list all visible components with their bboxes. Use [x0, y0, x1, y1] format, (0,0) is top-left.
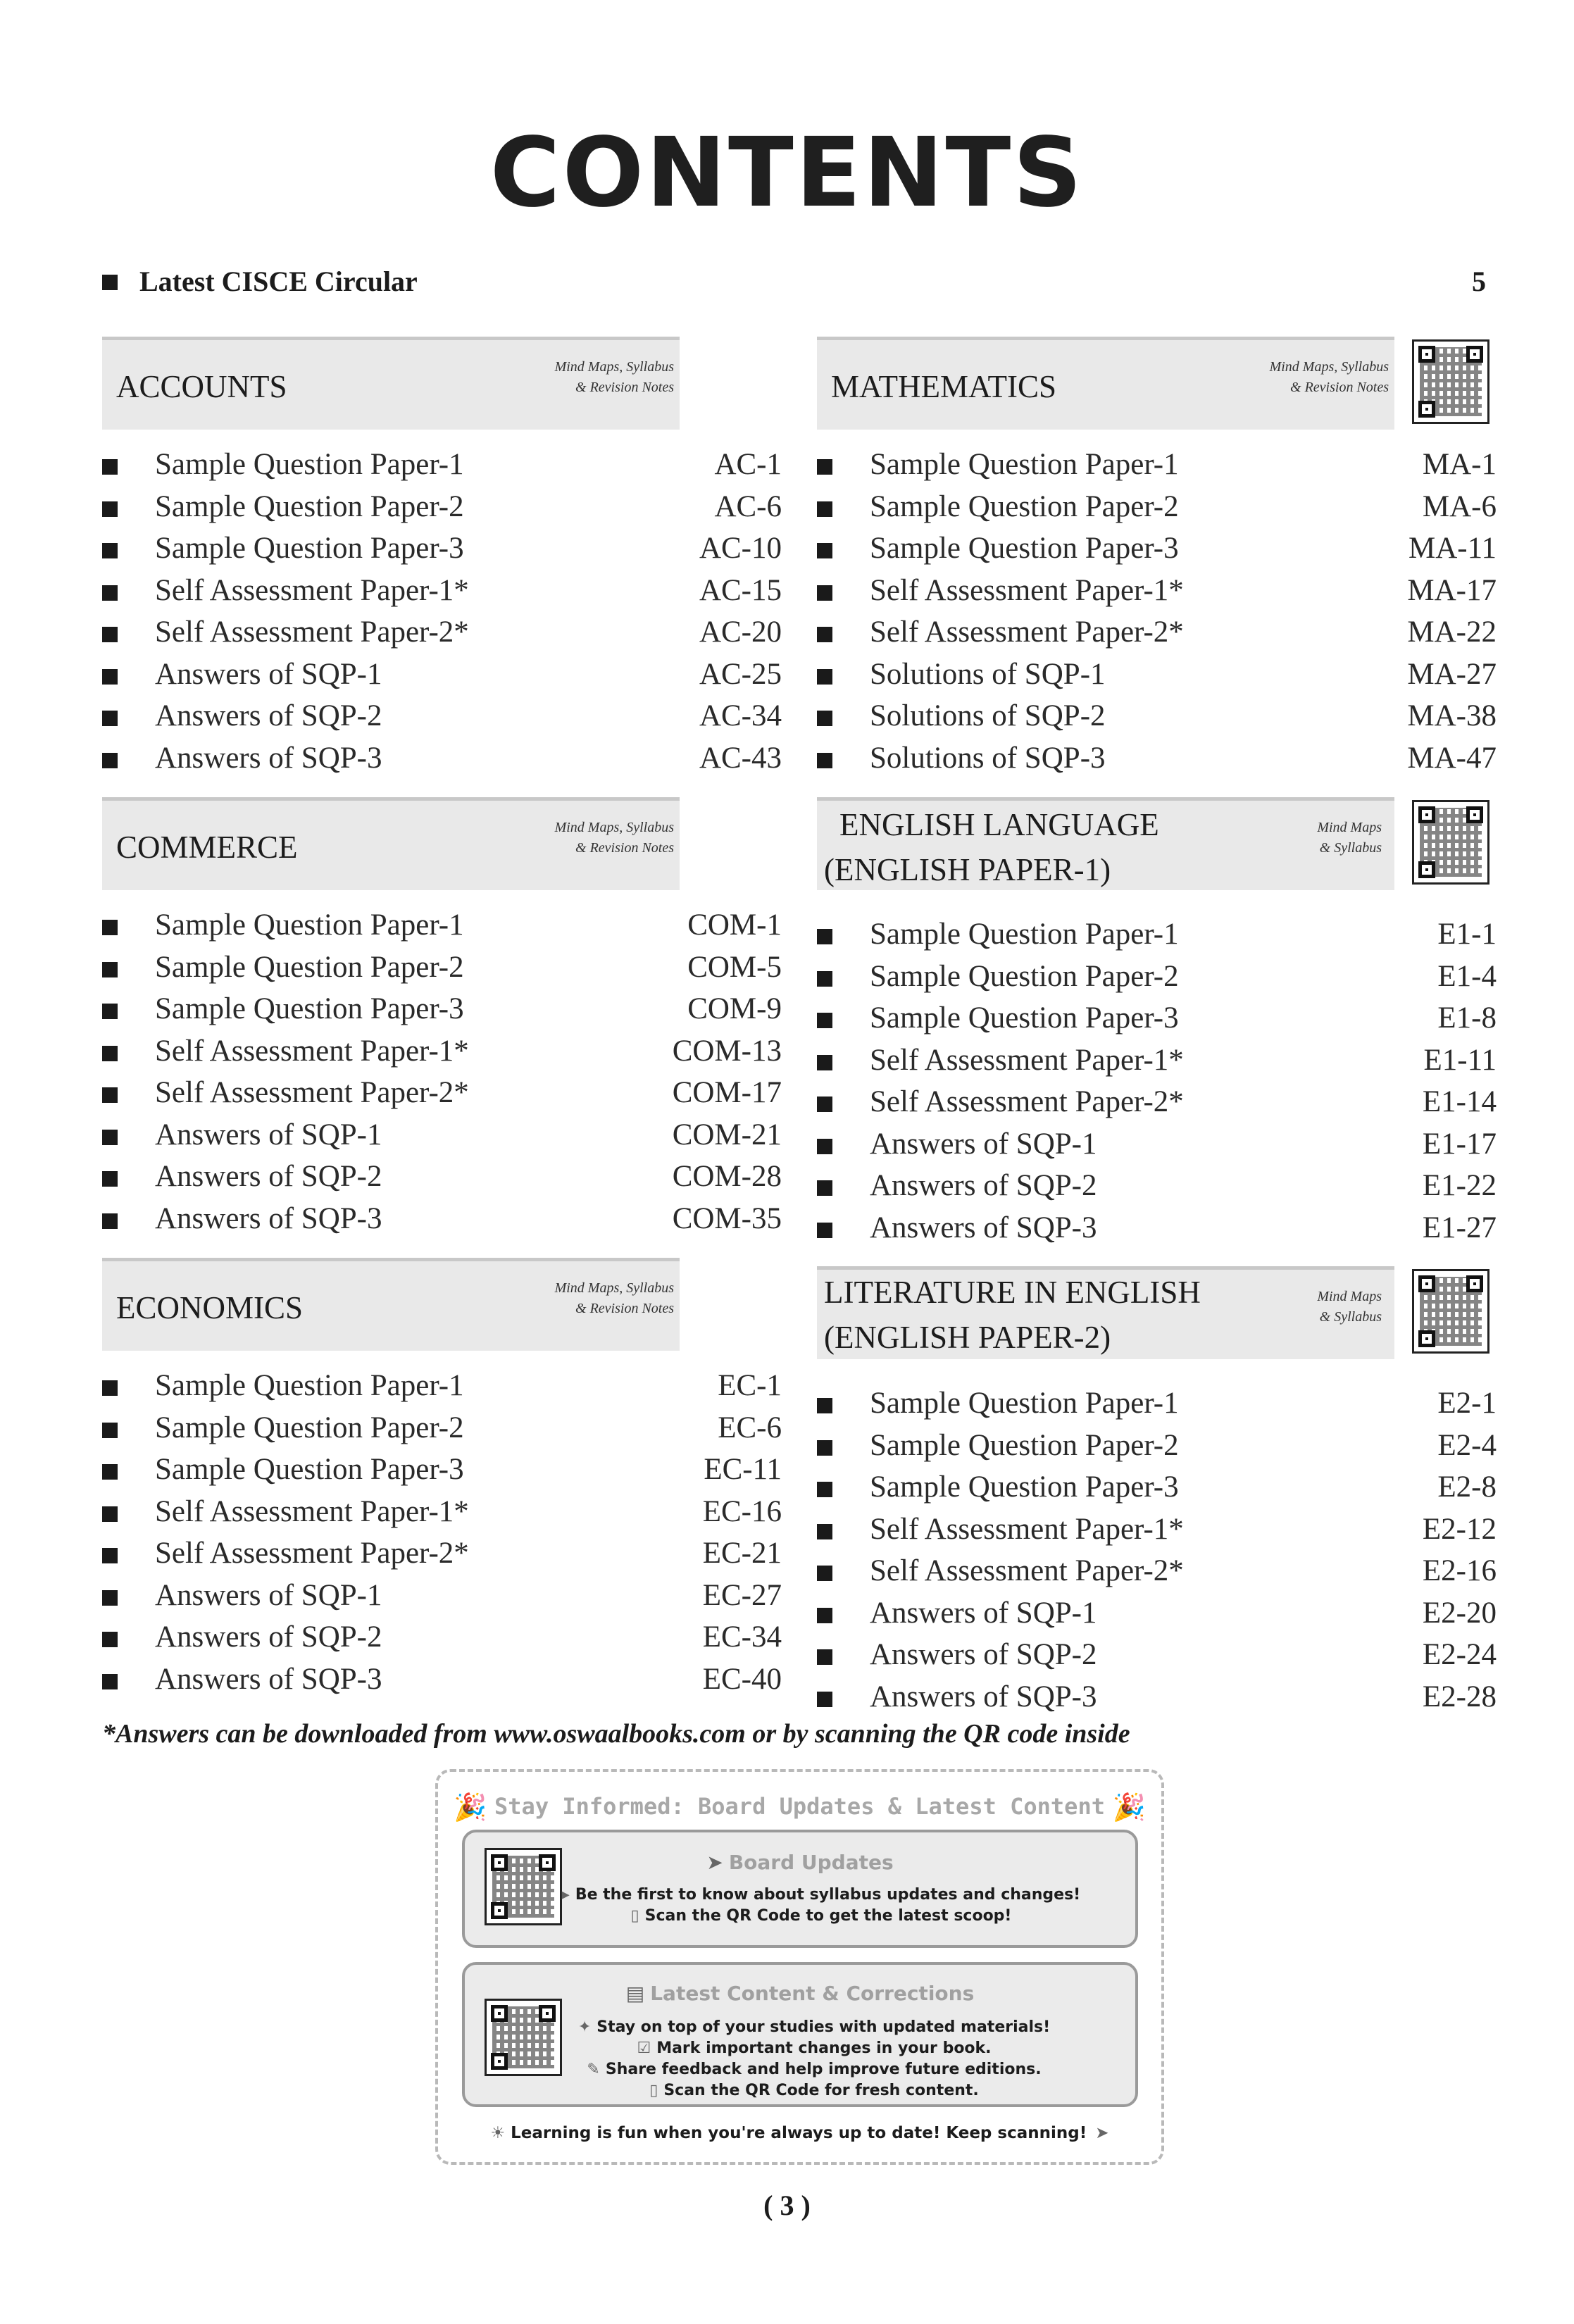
square-bullet-icon [817, 753, 832, 768]
toc-entry[interactable] [817, 1508, 1497, 1551]
toc-entry-label: Answers of SQP-3 [155, 741, 382, 775]
page-title: CONTENTS [489, 118, 1085, 229]
toc-entry-page: COM-9 [687, 992, 782, 1025]
info-box-footer: ☀ Learning is fun when you're always up to date! Keep scanning! ➤ [490, 2124, 1109, 2142]
toc-entry-page: COM-5 [687, 950, 782, 984]
toc-entry-page: AC-43 [699, 741, 782, 775]
pencil-icon: ✎ [587, 2061, 600, 2078]
square-bullet-icon [102, 1046, 118, 1061]
square-bullet-icon [817, 711, 832, 726]
toc-entry-label: Answers of SQP-1 [870, 1127, 1097, 1161]
toc-entry-page: EC-34 [702, 1620, 782, 1654]
square-bullet-icon [817, 1649, 832, 1665]
square-bullet-icon [817, 543, 832, 558]
toc-entry-label: Answers of SQP-1 [155, 1118, 382, 1151]
toc-entry-label: Sample Question Paper-2 [870, 959, 1179, 993]
toc-entry-label: Answers of SQP-3 [870, 1211, 1097, 1244]
toc-entry-label: Sample Question Paper-2 [155, 950, 464, 984]
toc-entry-label: Sample Question Paper-1 [870, 1387, 1179, 1420]
toc-entry-page: MA-17 [1407, 573, 1497, 607]
toc-list [817, 913, 1497, 1249]
toc-entry[interactable] [102, 1156, 782, 1198]
square-bullet-icon [102, 275, 118, 290]
toc-entry[interactable] [817, 570, 1497, 612]
square-bullet-icon [102, 1632, 118, 1647]
toc-entry-page: EC-11 [704, 1453, 782, 1486]
toc-entry-label: Answers of SQP-1 [870, 1596, 1097, 1630]
checkbox-icon: ☑ [637, 2039, 651, 2057]
toc-entry-label: Answers of SQP-2 [870, 1169, 1097, 1202]
toc-list [102, 904, 782, 1239]
toc-entry[interactable] [102, 1575, 782, 1617]
toc-list [817, 1382, 1497, 1718]
square-bullet-icon [102, 711, 118, 726]
square-bullet-icon [102, 627, 118, 642]
toc-entry-page: AC-25 [699, 657, 782, 691]
toc-entry-page: EC-40 [702, 1662, 782, 1696]
toc-entry-page: COM-13 [672, 1034, 782, 1068]
square-bullet-icon [817, 669, 832, 685]
toc-entry[interactable] [817, 1081, 1497, 1123]
panel-line: ☑ Mark important changes in your book. [637, 2039, 992, 2057]
toc-entry[interactable] [102, 486, 782, 528]
square-bullet-icon [817, 1608, 832, 1623]
toc-entry[interactable] [102, 988, 782, 1030]
toc-entry-label: Answers of SQP-3 [155, 1662, 382, 1696]
toc-entry[interactable] [817, 1425, 1497, 1467]
square-bullet-icon [102, 1213, 118, 1229]
toc-entry-label: Sample Question Paper-1 [870, 448, 1179, 481]
square-bullet-icon [817, 1139, 832, 1154]
toc-entry[interactable] [102, 904, 782, 947]
toc-entry-label: Sample Question Paper-1 [155, 1369, 464, 1402]
square-bullet-icon [102, 585, 118, 601]
toc-entry-label: Self Assessment Paper-2* [155, 616, 469, 649]
square-bullet-icon [817, 1055, 832, 1070]
toc-entry-page: COM-1 [687, 908, 782, 942]
section-header [817, 1266, 1394, 1359]
toc-entry[interactable] [817, 695, 1497, 737]
toc-entry-page: AC-15 [699, 573, 782, 607]
section-header [817, 337, 1394, 430]
square-bullet-icon [817, 1097, 832, 1112]
toc-entry-label: Sample Question Paper-2 [870, 489, 1179, 523]
toc-entry-page: COM-21 [672, 1118, 782, 1151]
toc-list [102, 444, 782, 779]
toc-entry[interactable] [817, 1123, 1497, 1166]
toc-entry[interactable] [817, 956, 1497, 998]
square-bullet-icon [102, 1087, 118, 1103]
toc-entry-label: Sample Question Paper-1 [155, 908, 464, 942]
toc-entry-page: E1-17 [1422, 1127, 1497, 1161]
toc-entry-label: Answers of SQP-2 [870, 1638, 1097, 1671]
square-bullet-icon [102, 1590, 118, 1606]
toc-entry-label: Sample Question Paper-3 [870, 1001, 1179, 1035]
toc-list [102, 1365, 782, 1700]
page-number: ( 3 ) [763, 2189, 811, 2221]
square-bullet-icon [102, 1464, 118, 1480]
toc-entry-page: 5 [1472, 265, 1486, 297]
toc-entry[interactable] [102, 1030, 782, 1073]
toc-list [817, 444, 1497, 779]
square-bullet-icon [817, 1440, 832, 1456]
toc-entry-page: E1-1 [1437, 918, 1497, 951]
square-bullet-icon [102, 1004, 118, 1019]
square-bullet-icon [102, 1423, 118, 1438]
toc-entry-page: AC-6 [714, 489, 782, 523]
lightbulb-icon: ☀ [490, 2124, 506, 2142]
toc-entry-label: Sample Question Paper-1 [155, 448, 464, 481]
toc-entry-page: COM-28 [672, 1160, 782, 1193]
toc-entry-page: E1-22 [1422, 1169, 1497, 1202]
toc-entry-page: E2-8 [1437, 1470, 1497, 1504]
section-note: Mind Maps, Syllabus & Revision Notes [554, 1280, 674, 1316]
toc-entry-page: MA-22 [1407, 616, 1497, 649]
toc-entry-page: E2-1 [1437, 1387, 1497, 1420]
toc-entry-label: Self Assessment Paper-2* [155, 1076, 469, 1109]
books-icon: ▤ [625, 1982, 645, 2005]
toc-entry[interactable] [817, 1165, 1497, 1207]
toc-entry-label: Self Assessment Paper-1* [155, 1034, 469, 1068]
toc-entry[interactable] [102, 654, 782, 696]
section-header [102, 797, 680, 890]
toc-entry-page: COM-35 [672, 1201, 782, 1235]
section-note: Mind Maps, Syllabus & Revision Notes [554, 820, 674, 856]
toc-entry[interactable] [102, 737, 782, 780]
toc-entry-label: Sample Question Paper-2 [155, 1411, 464, 1444]
toc-entry[interactable] [817, 1039, 1497, 1082]
toc-entry[interactable] [102, 695, 782, 737]
toc-entry-page: AC-10 [699, 532, 782, 565]
toc-entry-page: E2-24 [1422, 1638, 1497, 1671]
square-bullet-icon [817, 1180, 832, 1196]
phone-icon: ▯ [649, 2082, 658, 2099]
toc-entry-label: Sample Question Paper-3 [155, 532, 464, 565]
toc-entry[interactable] [817, 486, 1497, 528]
toc-entry-label: Sample Question Paper-2 [155, 489, 464, 523]
toc-entry-label: Self Assessment Paper-2* [870, 616, 1184, 649]
party-popper-icon: 🎉 [1112, 1792, 1146, 1823]
toc-entry[interactable] [817, 611, 1497, 654]
square-bullet-icon [817, 1013, 832, 1028]
toc-entry-page: E2-12 [1422, 1512, 1497, 1546]
toc-entry[interactable] [817, 737, 1497, 780]
toc-entry-page: AC-1 [714, 448, 782, 481]
toc-entry[interactable] [102, 1198, 782, 1240]
section-note: Mind Maps, Syllabus & Revision Notes [1269, 359, 1389, 395]
toc-entry[interactable] [102, 1072, 782, 1114]
square-bullet-icon [817, 459, 832, 475]
toc-entry-label: Sample Question Paper-1 [870, 918, 1179, 951]
toc-entry-label: Self Assessment Paper-1* [155, 1494, 469, 1528]
toc-entry-label: Answers of SQP-3 [870, 1680, 1097, 1713]
qr-code-icon[interactable] [1412, 1269, 1489, 1354]
section-title: ACCOUNTS [116, 369, 287, 404]
panel-line: ▸ Be the first to know about syllabus updates and changes! [561, 1886, 1081, 1904]
square-bullet-icon [817, 1566, 832, 1581]
toc-entry-page: E1-8 [1437, 1001, 1497, 1035]
panel-heading: ➤ Board Updates [706, 1851, 894, 1874]
toc-entry-label: Answers of SQP-1 [155, 657, 382, 691]
toc-entry[interactable] [102, 1491, 782, 1533]
toc-entry-page: EC-6 [718, 1411, 782, 1444]
panel-heading: ▤ Latest Content & Corrections [625, 1982, 975, 2005]
footnote: *Answers can be downloaded from www.oswaalbooks.com or by scanning the QR code inside [102, 1719, 1130, 1749]
toc-entry[interactable] [817, 1550, 1497, 1592]
toc-entry-page: EC-16 [702, 1494, 782, 1528]
latest-content-panel [462, 1962, 1138, 2107]
toc-entry[interactable] [102, 444, 782, 486]
rocket-icon: ➤ [1095, 2124, 1109, 2142]
toc-entry-label: Self Assessment Paper-1* [155, 573, 469, 607]
toc-entry-circular[interactable] [102, 262, 1486, 304]
toc-entry-label: Sample Question Paper-2 [870, 1428, 1179, 1462]
info-box-title: Stay Informed: Board Updates & Latest Content [494, 1793, 1105, 1820]
section-note: Mind Maps & Syllabus [1317, 820, 1382, 856]
toc-entry[interactable] [817, 1466, 1497, 1508]
toc-entry[interactable] [102, 1532, 782, 1575]
rocket-icon: ➤ [706, 1851, 723, 1874]
toc-entry-label: Self Assessment Paper-1* [870, 573, 1184, 607]
qr-code-icon[interactable] [1412, 339, 1489, 424]
toc-entry-page: AC-20 [699, 616, 782, 649]
toc-entry-label: Answers of SQP-2 [155, 699, 382, 732]
toc-entry-page: E1-4 [1437, 959, 1497, 993]
board-updates-panel [462, 1830, 1138, 1948]
square-bullet-icon [102, 1548, 118, 1563]
square-bullet-icon [817, 501, 832, 517]
qr-code-icon[interactable] [1412, 800, 1489, 885]
toc-entry[interactable] [102, 1658, 782, 1701]
square-bullet-icon [817, 1482, 832, 1497]
toc-entry-label: Self Assessment Paper-1* [870, 1512, 1184, 1546]
toc-entry-page: E2-4 [1437, 1428, 1497, 1462]
section-title: MATHEMATICS [831, 369, 1057, 404]
square-bullet-icon [817, 627, 832, 642]
panel-line: ✎ Share feedback and help improve future editions. [587, 2061, 1042, 2078]
toc-entry-page: MA-47 [1407, 741, 1497, 775]
toc-entry-page: MA-1 [1422, 448, 1497, 481]
toc-entry[interactable] [817, 1382, 1497, 1425]
toc-entry[interactable] [102, 570, 782, 612]
toc-entry-label: Self Assessment Paper-2* [870, 1554, 1184, 1587]
section-header [817, 797, 1394, 890]
square-bullet-icon [817, 971, 832, 987]
toc-entry-page: EC-21 [702, 1537, 782, 1570]
phone-icon: ▯ [630, 1907, 639, 1925]
toc-entry[interactable] [817, 913, 1497, 956]
party-popper-icon: 🎉 [454, 1792, 487, 1823]
toc-entry[interactable] [102, 1616, 782, 1658]
square-bullet-icon [102, 1130, 118, 1145]
toc-entry[interactable] [817, 997, 1497, 1039]
toc-entry[interactable] [102, 527, 782, 570]
toc-entry[interactable] [817, 444, 1497, 486]
toc-entry-label: Self Assessment Paper-2* [155, 1537, 469, 1570]
square-bullet-icon [102, 1674, 118, 1689]
toc-entry-page: MA-27 [1407, 657, 1497, 691]
square-bullet-icon [817, 1524, 832, 1539]
square-bullet-icon [817, 1223, 832, 1238]
toc-entry[interactable] [817, 527, 1497, 570]
toc-entry-page: MA-6 [1422, 489, 1497, 523]
square-bullet-icon [102, 543, 118, 558]
toc-entry-label: Answers of SQP-2 [155, 1620, 382, 1654]
section-note: Mind Maps, Syllabus & Revision Notes [554, 359, 674, 395]
section-title: ENGLISH LANGUAGE (ENGLISH PAPER-1) [824, 807, 1159, 887]
toc-entry-page: MA-38 [1407, 699, 1497, 732]
toc-entry-page: E2-20 [1422, 1596, 1497, 1630]
toc-entry-label: Solutions of SQP-3 [870, 741, 1106, 775]
toc-entry-page: COM-17 [672, 1076, 782, 1109]
toc-entry[interactable] [102, 611, 782, 654]
section-title: LITERATURE IN ENGLISH (ENGLISH PAPER-2) [824, 1275, 1201, 1355]
square-bullet-icon [817, 585, 832, 601]
panel-line: ✦ Stay on top of your studies with updated materials! [577, 2018, 1051, 2036]
toc-entry-label: Sample Question Paper-3 [870, 1470, 1179, 1504]
toc-entry-label: Answers of SQP-2 [155, 1160, 382, 1193]
toc-entry[interactable] [817, 1676, 1497, 1718]
toc-entry-page: E2-28 [1422, 1680, 1497, 1713]
toc-entry[interactable] [817, 1592, 1497, 1635]
toc-entry-label: Sample Question Paper-3 [155, 1453, 464, 1486]
square-bullet-icon [102, 501, 118, 517]
square-bullet-icon [102, 962, 118, 977]
square-bullet-icon [817, 1398, 832, 1413]
toc-entry-page: E1-14 [1422, 1085, 1497, 1118]
toc-entry[interactable] [102, 1449, 782, 1491]
toc-entry-label: Sample Question Paper-3 [155, 992, 464, 1025]
toc-entry-page: AC-34 [699, 699, 782, 732]
toc-entry-page: MA-11 [1408, 532, 1497, 565]
sparkle-icon: ✦ [577, 2018, 592, 2036]
info-box [435, 1769, 1164, 2165]
square-bullet-icon [817, 1692, 832, 1707]
section-title: COMMERCE [116, 830, 298, 865]
square-bullet-icon [102, 669, 118, 685]
toc-entry-page: E2-16 [1422, 1554, 1497, 1587]
panel-line: ▯ Scan the QR Code for fresh content. [649, 2082, 979, 2099]
section-header [102, 1258, 680, 1351]
square-bullet-icon [102, 1506, 118, 1522]
section-title: ECONOMICS [116, 1290, 304, 1325]
toc-entry-label: Sample Question Paper-3 [870, 532, 1179, 565]
toc-entry-label: Self Assessment Paper-2* [870, 1085, 1184, 1118]
toc-entry-label: Self Assessment Paper-1* [870, 1043, 1184, 1077]
toc-entry[interactable] [102, 1365, 782, 1407]
toc-entry-page: EC-27 [702, 1578, 782, 1612]
panel-line: ▯ Scan the QR Code to get the latest scoop! [630, 1907, 1012, 1925]
square-bullet-icon [102, 920, 118, 935]
square-bullet-icon [102, 459, 118, 475]
toc-entry[interactable] [102, 1114, 782, 1156]
toc-entry-label: Answers of SQP-3 [155, 1201, 382, 1235]
section-note: Mind Maps & Syllabus [1317, 1289, 1382, 1325]
toc-entry-page: EC-1 [718, 1369, 782, 1402]
toc-entry[interactable] [817, 1207, 1497, 1249]
megaphone-icon: ▸ [561, 1886, 570, 1904]
toc-entry-page: E1-27 [1422, 1211, 1497, 1244]
toc-entry[interactable] [817, 1634, 1497, 1676]
toc-entry[interactable] [102, 1407, 782, 1449]
square-bullet-icon [102, 1380, 118, 1396]
square-bullet-icon [102, 753, 118, 768]
toc-entry-label: Answers of SQP-1 [155, 1578, 382, 1612]
section-header [102, 337, 680, 430]
square-bullet-icon [102, 1171, 118, 1187]
toc-entry-label: Solutions of SQP-1 [870, 657, 1106, 691]
toc-entry-label: Latest CISCE Circular [139, 265, 418, 297]
square-bullet-icon [817, 929, 832, 944]
toc-entry-page: E1-11 [1423, 1043, 1497, 1077]
toc-entry[interactable] [817, 654, 1497, 696]
toc-entry[interactable] [102, 947, 782, 989]
toc-entry-label: Solutions of SQP-2 [870, 699, 1106, 732]
